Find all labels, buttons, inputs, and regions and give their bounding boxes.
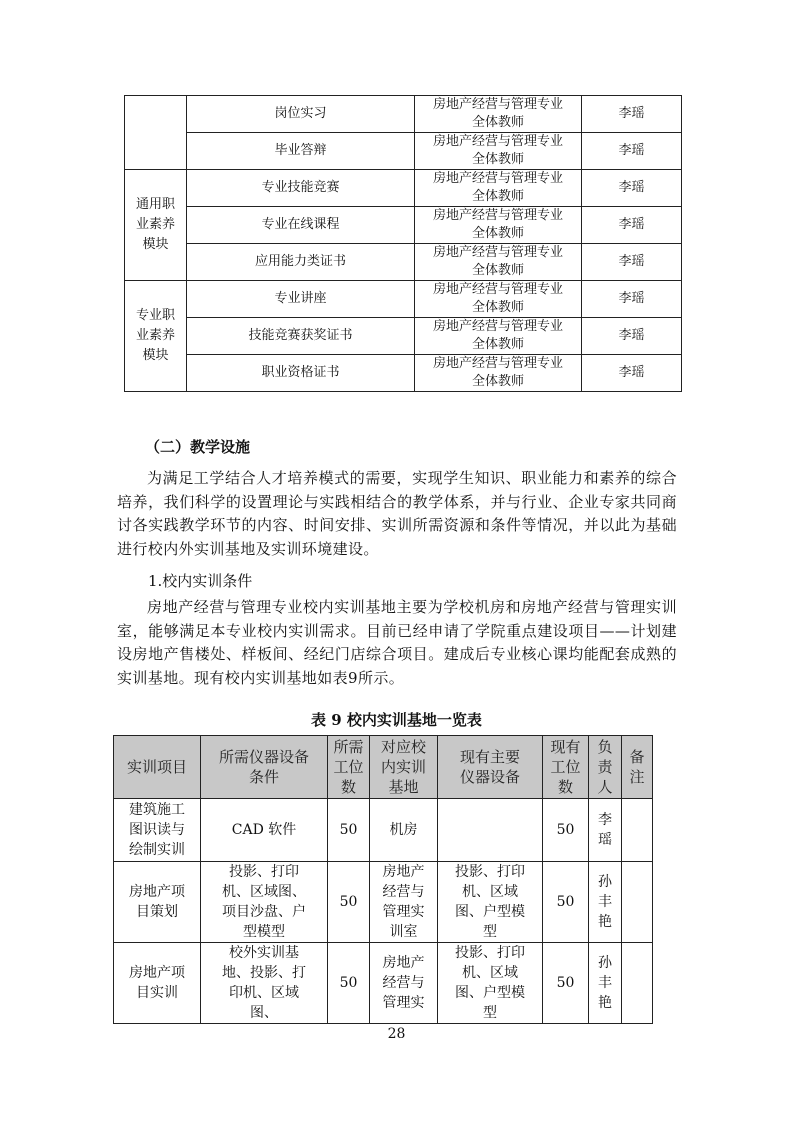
teachers-line: 全体教师 [471, 337, 524, 352]
table-header-row [114, 736, 653, 799]
stations-needed-cell: 50 [328, 862, 370, 943]
cell-text: 房地产项目策划 [128, 884, 185, 920]
header-existing-equipment [438, 736, 543, 799]
header-label: 对应校内实训基地 [380, 738, 426, 796]
teachers-line: 房地产经营与管理专业 [432, 282, 563, 297]
header-equipment-needed [201, 736, 328, 799]
table-row [125, 355, 682, 392]
equipment-needed-cell: CAD 软件 [201, 799, 328, 862]
existing-equipment-cell [438, 943, 543, 1024]
project-cell [114, 943, 201, 1024]
page-number: 28 [387, 1026, 406, 1042]
base-cell: 机房 [370, 799, 438, 862]
teachers-cell [415, 318, 582, 355]
table-row [125, 133, 682, 170]
note-cell [622, 943, 653, 1024]
teachers-cell [415, 96, 582, 133]
teachers-cell [415, 133, 582, 170]
header-label: 所需工位数 [333, 738, 364, 796]
header-label: 现有工位数 [550, 738, 581, 796]
training-base-table [113, 735, 653, 1024]
module-cell [125, 96, 187, 170]
teachers-line: 房地产经营与管理专业 [432, 97, 563, 112]
cell-text: 投影、打印机、区域图、户型模型 [455, 864, 525, 940]
table-row [125, 318, 682, 355]
training-activities-table [124, 95, 682, 392]
module-label: 通用职业素养模块 [135, 197, 175, 252]
item-cell: 职业资格证书 [187, 355, 415, 392]
header-note [622, 736, 653, 799]
teachers-cell [415, 355, 582, 392]
header-base [370, 736, 438, 799]
cell-text: 孙丰艳 [597, 874, 612, 930]
teachers-cell [415, 207, 582, 244]
module-cell [125, 170, 187, 281]
table-caption: 表 9 校内实训基地一览表 [311, 711, 482, 729]
note-cell [622, 862, 653, 943]
lead-cell: 李瑶 [582, 133, 682, 170]
stations-needed-cell: 50 [328, 799, 370, 862]
teachers-line: 房地产经营与管理专业 [432, 245, 563, 260]
module-cell [125, 281, 187, 392]
item-cell: 应用能力类证书 [187, 244, 415, 281]
lead-cell [589, 799, 622, 862]
teachers-line: 全体教师 [471, 300, 524, 315]
cell-text: 校外实训基地、投影、打印机、区域图、 [221, 945, 306, 1021]
item-cell: 岗位实习 [187, 96, 415, 133]
teachers-line: 房地产经营与管理专业 [432, 356, 563, 371]
paragraph-training-base: 房地产经营与管理专业校内实训基地主要为学校机房和房地产经营与管理实训室，能够满足本专业校内实训需求。目前已经申请了学院重点建设项目——计划建设房地产售楼处、样板间、经纪门店综合项目。建成后专业核心课均能配套成熟的实训基地。现有校内实训基地如表9所示。 [117, 598, 677, 687]
cell-text: 房地产经营与管理实训室 [382, 864, 425, 940]
teachers-line: 全体教师 [471, 115, 524, 130]
module-label: 专业职业素养模块 [135, 308, 175, 363]
cell-text: 孙丰艳 [597, 955, 612, 1011]
teachers-cell [415, 281, 582, 318]
stations-existing-cell: 50 [543, 862, 589, 943]
teachers-cell [415, 244, 582, 281]
header-stations-existing [543, 736, 589, 799]
cell-text: 房地产经营与管理实 [382, 955, 425, 1011]
cell-text: 投影、打印机、区域图、项目沙盘、户型模型 [221, 864, 306, 940]
item-cell: 专业技能竞赛 [187, 170, 415, 207]
teachers-line: 房地产经营与管理专业 [432, 171, 563, 186]
header-label: 负责人 [597, 738, 613, 796]
lead-cell: 李瑶 [582, 170, 682, 207]
teachers-line: 全体教师 [471, 226, 524, 241]
teachers-line: 房地产经营与管理专业 [432, 208, 563, 223]
teachers-line: 房地产经营与管理专业 [432, 319, 563, 334]
header-label: 备注 [629, 748, 645, 786]
lead-cell [589, 943, 622, 1024]
table-row [125, 244, 682, 281]
sub-heading: 1.校内实训条件 [148, 572, 253, 590]
table-row [114, 799, 653, 862]
stations-existing-cell: 50 [543, 799, 589, 862]
section-heading: （二）教学设施 [145, 438, 251, 456]
lead-cell: 李瑶 [582, 318, 682, 355]
item-cell: 毕业答辩 [187, 133, 415, 170]
lead-cell: 李瑶 [582, 207, 682, 244]
cell-text: 投影、打印机、区域图、户型模型 [455, 945, 525, 1021]
lead-cell: 李瑶 [582, 244, 682, 281]
equipment-needed-cell [201, 862, 328, 943]
teachers-cell [415, 170, 582, 207]
stations-needed-cell: 50 [328, 943, 370, 1024]
table-row [114, 943, 653, 1024]
base-cell [370, 862, 438, 943]
item-cell: 专业在线课程 [187, 207, 415, 244]
table-row [114, 862, 653, 943]
header-stations-needed [328, 736, 370, 799]
equipment-needed-cell [201, 943, 328, 1024]
cell-text: 李瑶 [597, 812, 612, 848]
item-cell: 专业讲座 [187, 281, 415, 318]
table-row [125, 207, 682, 244]
teachers-line: 全体教师 [471, 263, 524, 278]
project-cell [114, 862, 201, 943]
cell-text: 房地产项目实训 [128, 965, 185, 1001]
header-label: 现有主要仪器设备 [459, 748, 520, 786]
note-cell [622, 799, 653, 862]
teachers-line: 全体教师 [471, 152, 524, 167]
paragraph-intro: 为满足工学结合人才培养模式的需要，实现学生知识、职业能力和素养的综合培养，我们科学的设置理论与实践相结合的教学体系，并与行业、企业专家共同商讨各实践教学环节的内容、时间安排、实训所需资源和条件等情况，并以此为基础进行校内外实训基地及实训环境建设。 [117, 469, 677, 558]
table-row [125, 96, 682, 133]
stations-existing-cell: 50 [543, 943, 589, 1024]
lead-cell: 李瑶 [582, 281, 682, 318]
teachers-line: 全体教师 [471, 189, 524, 204]
lead-cell: 李瑶 [582, 355, 682, 392]
existing-equipment-cell [438, 862, 543, 943]
teachers-line: 全体教师 [471, 374, 524, 389]
lead-cell [589, 862, 622, 943]
cell-text: 建筑施工图识读与绘制实训 [128, 802, 185, 858]
existing-equipment-cell [438, 799, 543, 862]
item-cell: 技能竞赛获奖证书 [187, 318, 415, 355]
teachers-line: 房地产经营与管理专业 [432, 134, 563, 149]
project-cell [114, 799, 201, 862]
header-project: 实训项目 [114, 736, 201, 799]
table-row [125, 281, 682, 318]
base-cell [370, 943, 438, 1024]
table-row [125, 170, 682, 207]
header-lead [589, 736, 622, 799]
header-label: 所需仪器设备条件 [218, 748, 309, 786]
lead-cell: 李瑶 [582, 96, 682, 133]
